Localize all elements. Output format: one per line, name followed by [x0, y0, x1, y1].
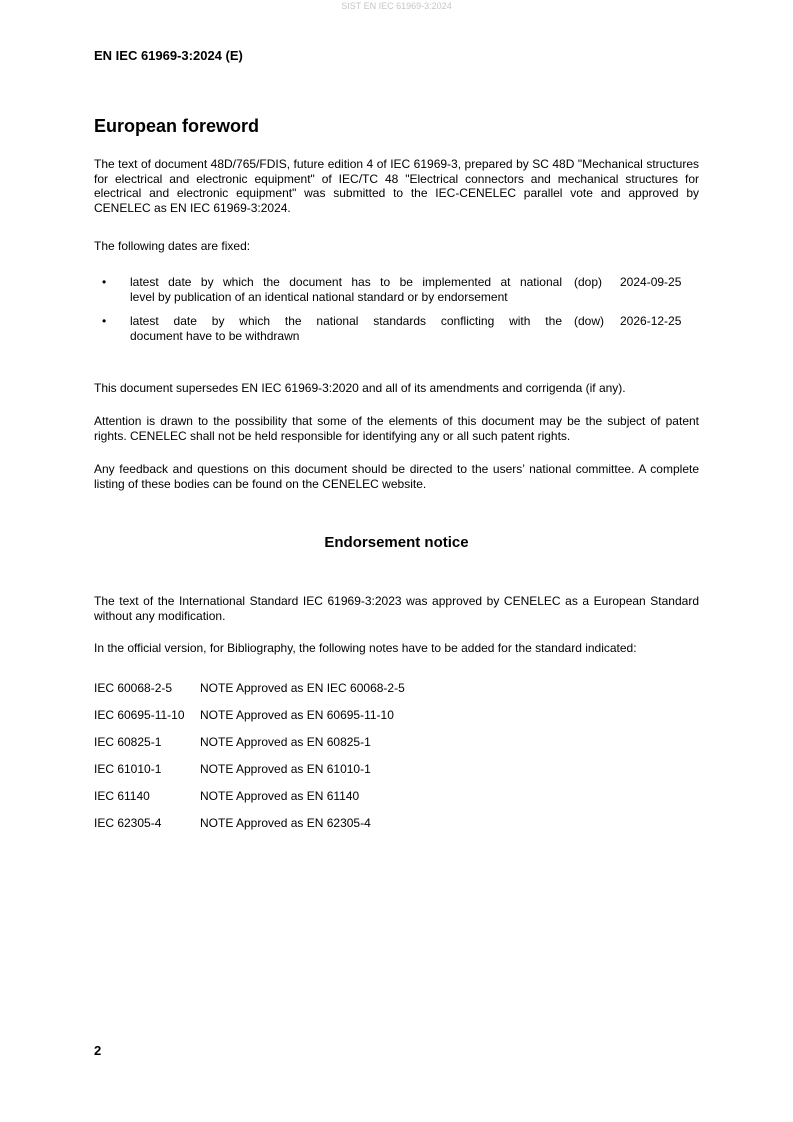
watermark: SIST EN IEC 61969-3:2024 — [341, 1, 452, 11]
date-item-text-cont: document have to be withdrawn — [130, 328, 300, 343]
date-value: 2026-12-25 — [620, 314, 682, 328]
date-code: (dow) — [574, 314, 605, 328]
dates-intro: The following dates are fixed: — [94, 239, 251, 253]
standard-note: NOTE Approved as EN 61010-1 — [200, 762, 371, 776]
standard-ref: IEC 60695-11-10 — [94, 708, 185, 722]
date-item-text: latest date by which the national standards conflicting with the — [130, 314, 562, 328]
bullet-icon: • — [102, 314, 107, 328]
page-number: 2 — [94, 1043, 102, 1058]
supersedes-text: This document supersedes EN IEC 61969-3:2020 and all of its amendments and corrigenda (if any). — [94, 381, 626, 395]
document-id: EN IEC 61969-3:2024 (E) — [94, 48, 243, 63]
standard-note: NOTE Approved as EN IEC 60068-2-5 — [200, 681, 405, 695]
patent-text: Attention is drawn to the possibility that some of the elements of this document may be the subject of patent rights. CENELEC shall not be held responsible for identifying any or all such patent rights. — [94, 414, 699, 443]
date-code: (dop) — [574, 275, 603, 289]
standard-note: NOTE Approved as EN 60825-1 — [200, 735, 371, 749]
standard-ref: IEC 61140 — [94, 789, 150, 803]
standard-ref: IEC 61010-1 — [94, 762, 162, 776]
date-item-text: latest date by which the document has to be implemented at national — [130, 275, 562, 289]
date-value: 2024-09-25 — [620, 275, 682, 289]
bullet-icon: • — [102, 275, 107, 289]
standard-note: NOTE Approved as EN 60695-11-10 — [200, 708, 394, 722]
date-item-text-cont: level by publication of an identical national standard or by endorsement — [130, 289, 508, 304]
standard-ref: IEC 60825-1 — [94, 735, 162, 749]
endorsement-text: The text of the International Standard IEC 61969-3:2023 was approved by CENELEC as a European Standard without any modification. — [94, 594, 699, 623]
feedback-text: Any feedback and questions on this document should be directed to the users’ national committee. A complete listing of these bodies can be found on the CENELEC website. — [94, 462, 699, 491]
foreword-intro: The text of document 48D/765/FDIS, future edition 4 of IEC 61969-3, prepared by SC 48D "Mechanical structures for electrical and electronic equipment" of IEC/TC 48 "Electrical connectors and mechanical structures for electrical and electronic equipment" was submitted to the IEC-CENELEC parallel vote and approved by CENELEC as EN IEC 61969-3:2024. — [94, 157, 699, 215]
standard-note: NOTE Approved as EN 62305-4 — [200, 816, 371, 830]
standard-ref: IEC 62305-4 — [94, 816, 162, 830]
endorsement-title: Endorsement notice — [324, 534, 469, 551]
standard-ref: IEC 60068-2-5 — [94, 681, 173, 695]
foreword-title: European foreword — [94, 116, 260, 136]
bibliography-intro: In the official version, for Bibliography, the following notes have to be added for the standard indicated: — [94, 641, 637, 655]
standard-note: NOTE Approved as EN 61140 — [200, 789, 360, 803]
